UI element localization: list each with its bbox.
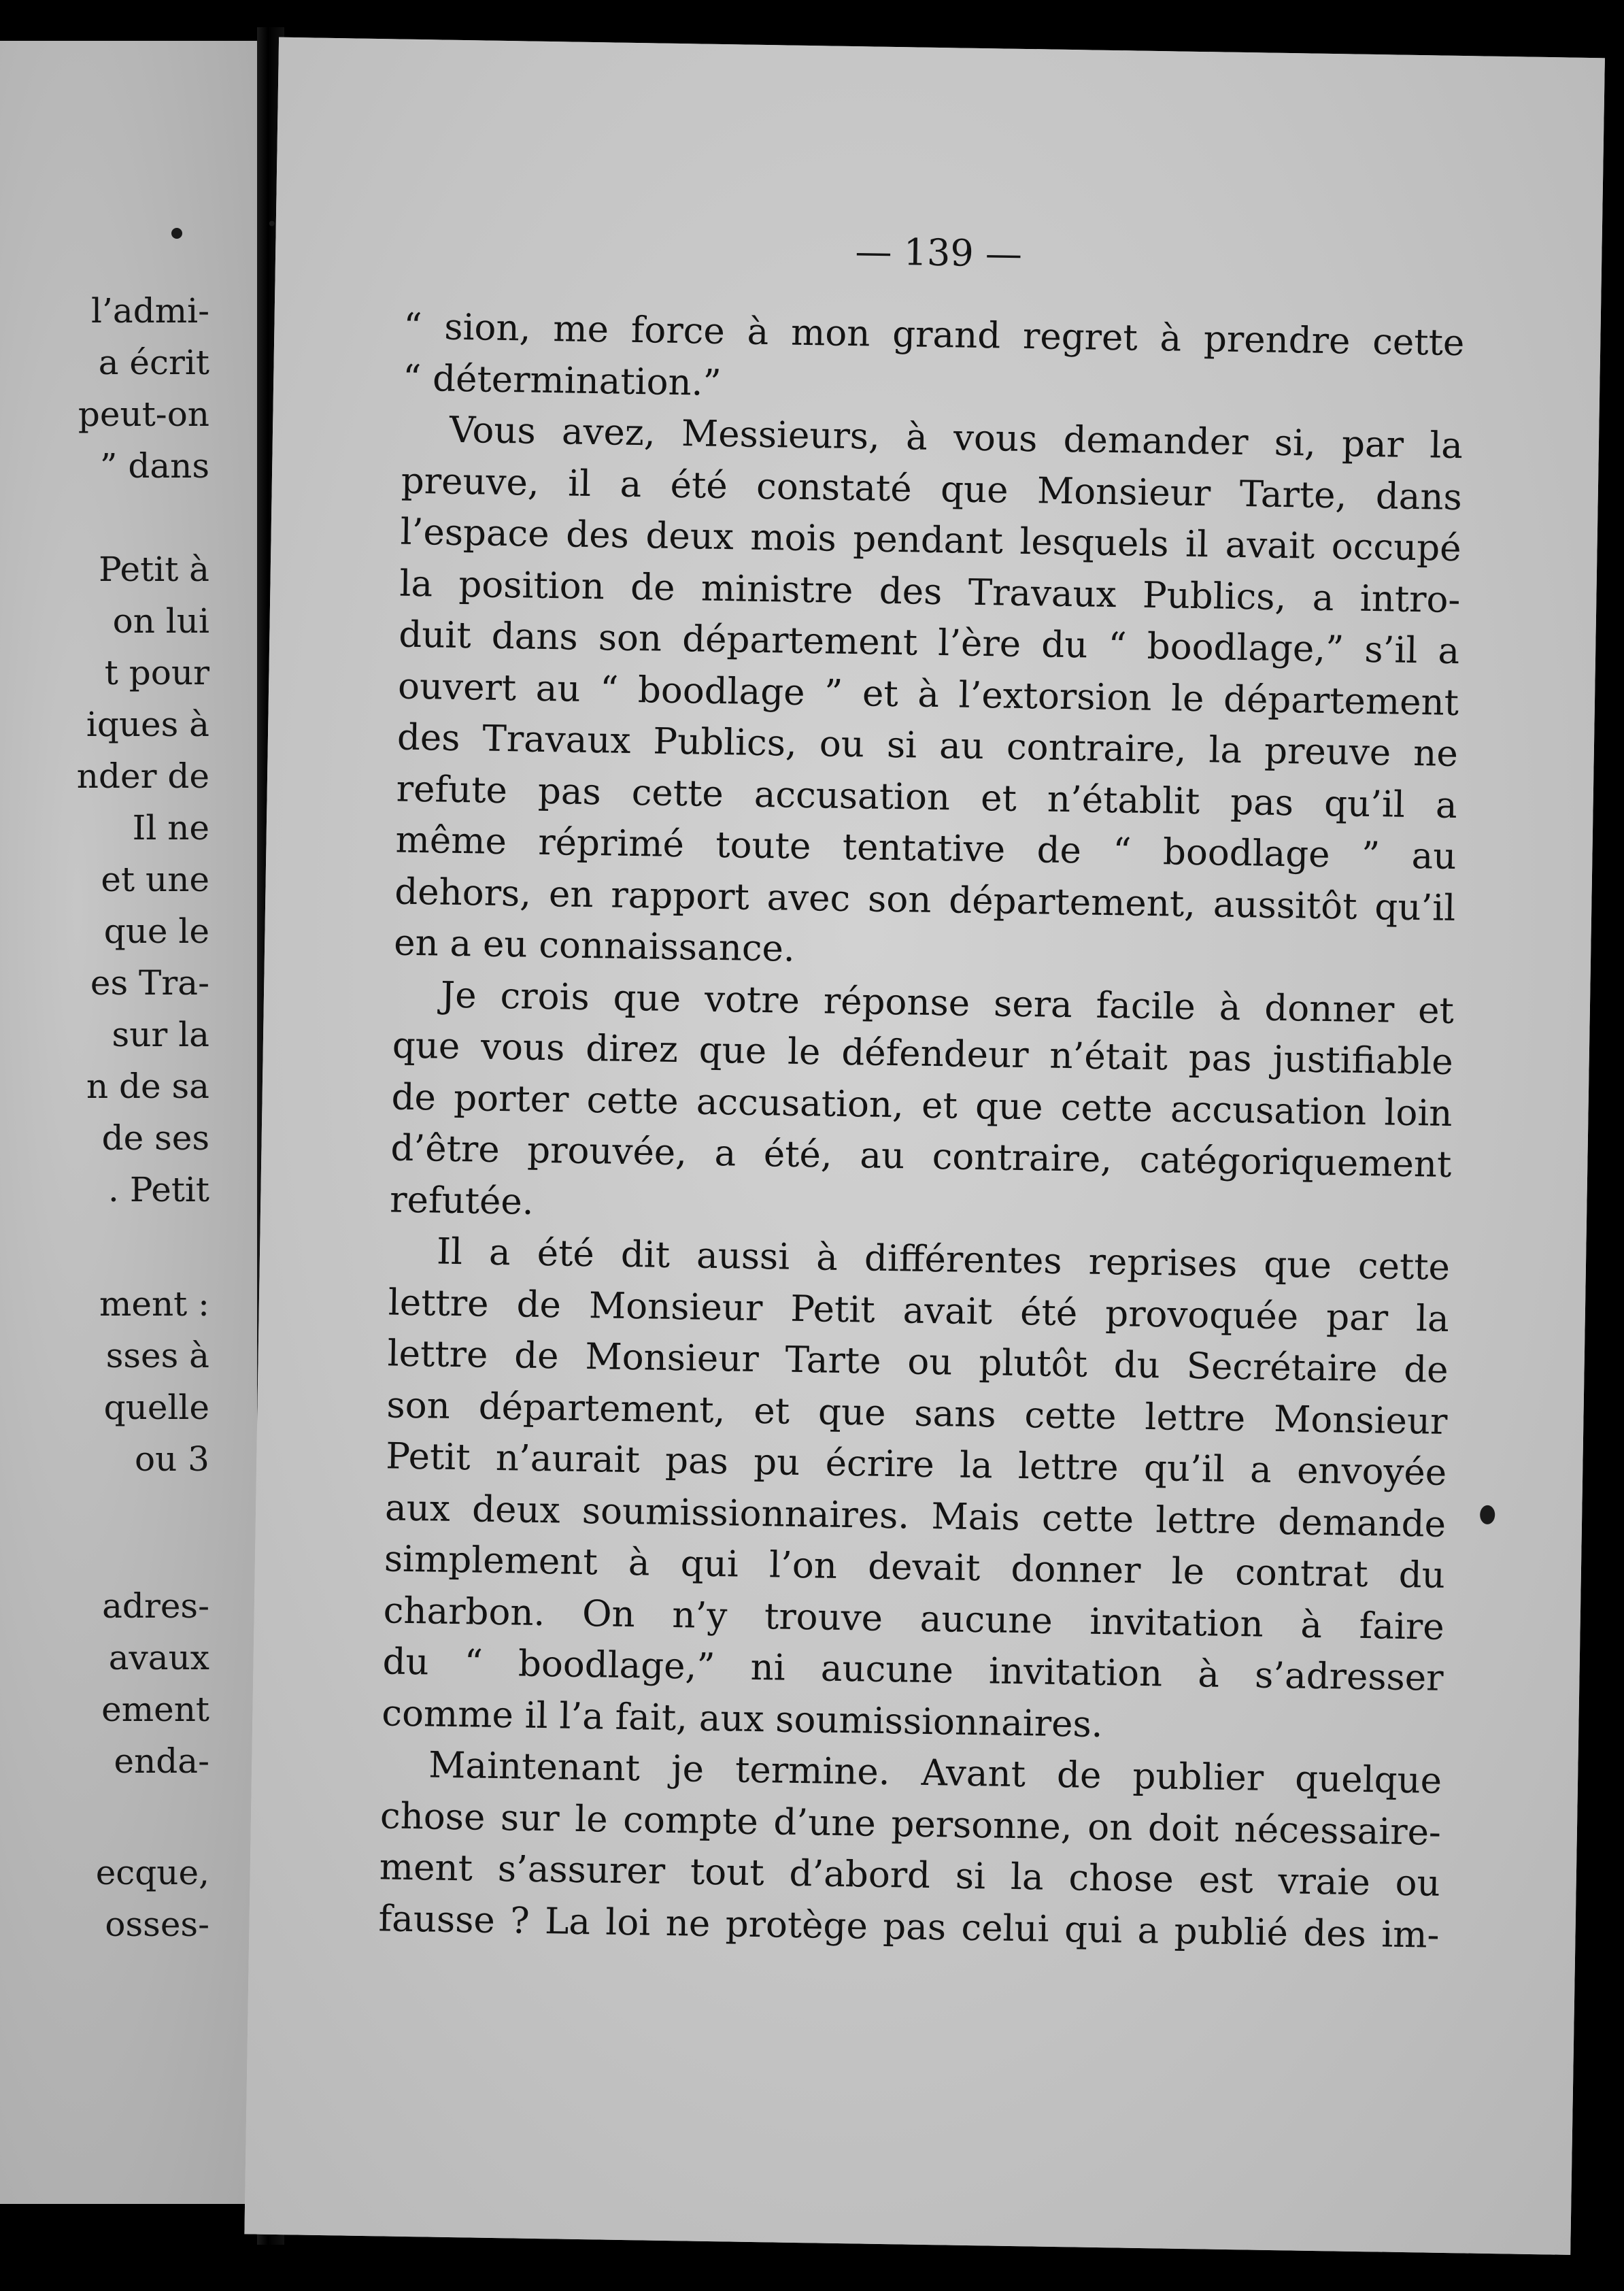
left-page-line: nder de bbox=[76, 756, 209, 796]
text-line: refutée. bbox=[389, 1178, 535, 1223]
ink-speck bbox=[171, 228, 182, 239]
ink-speck bbox=[1480, 1505, 1495, 1524]
left-page-line: que le bbox=[103, 912, 209, 951]
text-line: Vous avez, Messieurs, à vous demander si, par la bbox=[449, 409, 1464, 467]
text-line: Il a été dit aussi à différentes reprises que cette bbox=[436, 1231, 1451, 1288]
text-line: preuve, il a été constaté que Monsieur Tarte, dans bbox=[401, 460, 1463, 518]
left-page-line: avaux bbox=[108, 1638, 209, 1677]
text-line: lettre de Monsieur Petit avait été provoquée par la bbox=[388, 1281, 1450, 1340]
text-line: chose sur le compte d’une personne, on doit nécessaire- bbox=[379, 1794, 1442, 1854]
text-line: l’espace des deux mois pendant lesquels il avait occupé bbox=[400, 511, 1462, 570]
left-page-line: ou 3 bbox=[134, 1439, 209, 1479]
left-page-line: ecque, bbox=[95, 1853, 209, 1892]
text-line: charbon. On n’y trouve aucune invitation à faire bbox=[383, 1589, 1445, 1648]
main-page bbox=[244, 37, 1604, 2255]
page-number: — 139 — bbox=[855, 230, 1023, 275]
text-line: “ détermination.” bbox=[402, 357, 722, 404]
left-page-line: peut-on bbox=[78, 395, 209, 434]
text-line: de porter cette accusation, et que cette accusation loin bbox=[391, 1075, 1453, 1135]
left-page-line: adres- bbox=[102, 1586, 209, 1626]
left-page-line: iques à bbox=[86, 705, 209, 744]
text-line: des Travaux Publics, ou si au contraire, la preuve ne bbox=[396, 716, 1459, 775]
text-line: simplement à qui l’on devait donner le contrat du bbox=[384, 1538, 1446, 1596]
text-line: comme il l’a fait, aux soumissionnaires. bbox=[381, 1692, 1104, 1745]
left-page-line: es Tra- bbox=[90, 963, 209, 1003]
left-page-line: t pour bbox=[104, 653, 209, 692]
left-page-line: . Petit bbox=[108, 1170, 209, 1209]
left-page-line: ” dans bbox=[99, 446, 209, 486]
left-page-line: n de sa bbox=[86, 1067, 209, 1106]
left-page-line: de ses bbox=[101, 1118, 209, 1158]
text-line: “ sion, me force à mon grand regret à prendre cette bbox=[403, 305, 1465, 365]
text-line: lettre de Monsieur Tarte ou plutôt du Secrétaire de bbox=[387, 1333, 1449, 1391]
body-text bbox=[378, 301, 1465, 1961]
text-line: d’être prouvée, a été, au contraire, catégoriquement bbox=[390, 1127, 1452, 1186]
left-page-line: Petit à bbox=[99, 550, 209, 589]
ink-speck bbox=[269, 220, 275, 226]
text-line: ouvert au “ boodlage ” et à l’extorsion le département bbox=[397, 665, 1459, 724]
text-line: son département, et que sans cette lettre Monsieur bbox=[386, 1384, 1448, 1443]
left-page-line: l’admi- bbox=[91, 291, 209, 331]
left-page-line: ement bbox=[101, 1690, 209, 1729]
text-line: Maintenant je termine. Avant de publier quelque bbox=[428, 1744, 1442, 1802]
text-line: même réprimé toute tentative de “ boodlage ” au bbox=[395, 819, 1457, 878]
left-page-line: on lui bbox=[112, 601, 209, 641]
text-line: Je crois que votre réponse sera facile à donner et bbox=[440, 974, 1455, 1032]
text-line: Petit n’aurait pas pu écrire la lettre qu’il a envoyée bbox=[385, 1435, 1447, 1494]
left-page-line: osses- bbox=[105, 1905, 209, 1944]
left-page-line: ment : bbox=[99, 1284, 209, 1324]
left-page-line: et une bbox=[101, 860, 209, 899]
text-line: aux deux soumissionnaires. Mais cette lettre demande bbox=[384, 1486, 1447, 1545]
left-page-line: Il ne bbox=[132, 808, 209, 848]
text-line: fausse ? La loi ne protège pas celui qui a publié des im- bbox=[378, 1897, 1440, 1956]
left-page-line: enda- bbox=[114, 1741, 209, 1781]
text-line: du “ boodlage,” ni aucune invitation à s’adresser bbox=[382, 1641, 1444, 1699]
left-facing-page bbox=[0, 41, 257, 2204]
text-line: la position de ministre des Travaux Publics, a intro- bbox=[399, 563, 1461, 621]
text-line: duit dans son département l’ère du “ boodlage,” s’il a bbox=[398, 614, 1460, 673]
text-line: dehors, en rapport avec son département, aussitôt qu’il bbox=[394, 871, 1456, 929]
text-line: en a eu connaissance. bbox=[393, 922, 796, 970]
left-page-line: sur la bbox=[112, 1015, 209, 1054]
text-line: refute pas cette accusation et n’établit pas qu’il a bbox=[396, 768, 1458, 826]
text-line: que vous direz que le défendeur n’était pas justifiable bbox=[392, 1024, 1454, 1083]
text-line: ment s’assurer tout d’abord si la chose est vraie ou bbox=[379, 1846, 1441, 1905]
left-page-line: quelle bbox=[103, 1388, 209, 1427]
left-page-line: a écrit bbox=[98, 343, 209, 382]
left-page-line: sses à bbox=[105, 1336, 209, 1375]
